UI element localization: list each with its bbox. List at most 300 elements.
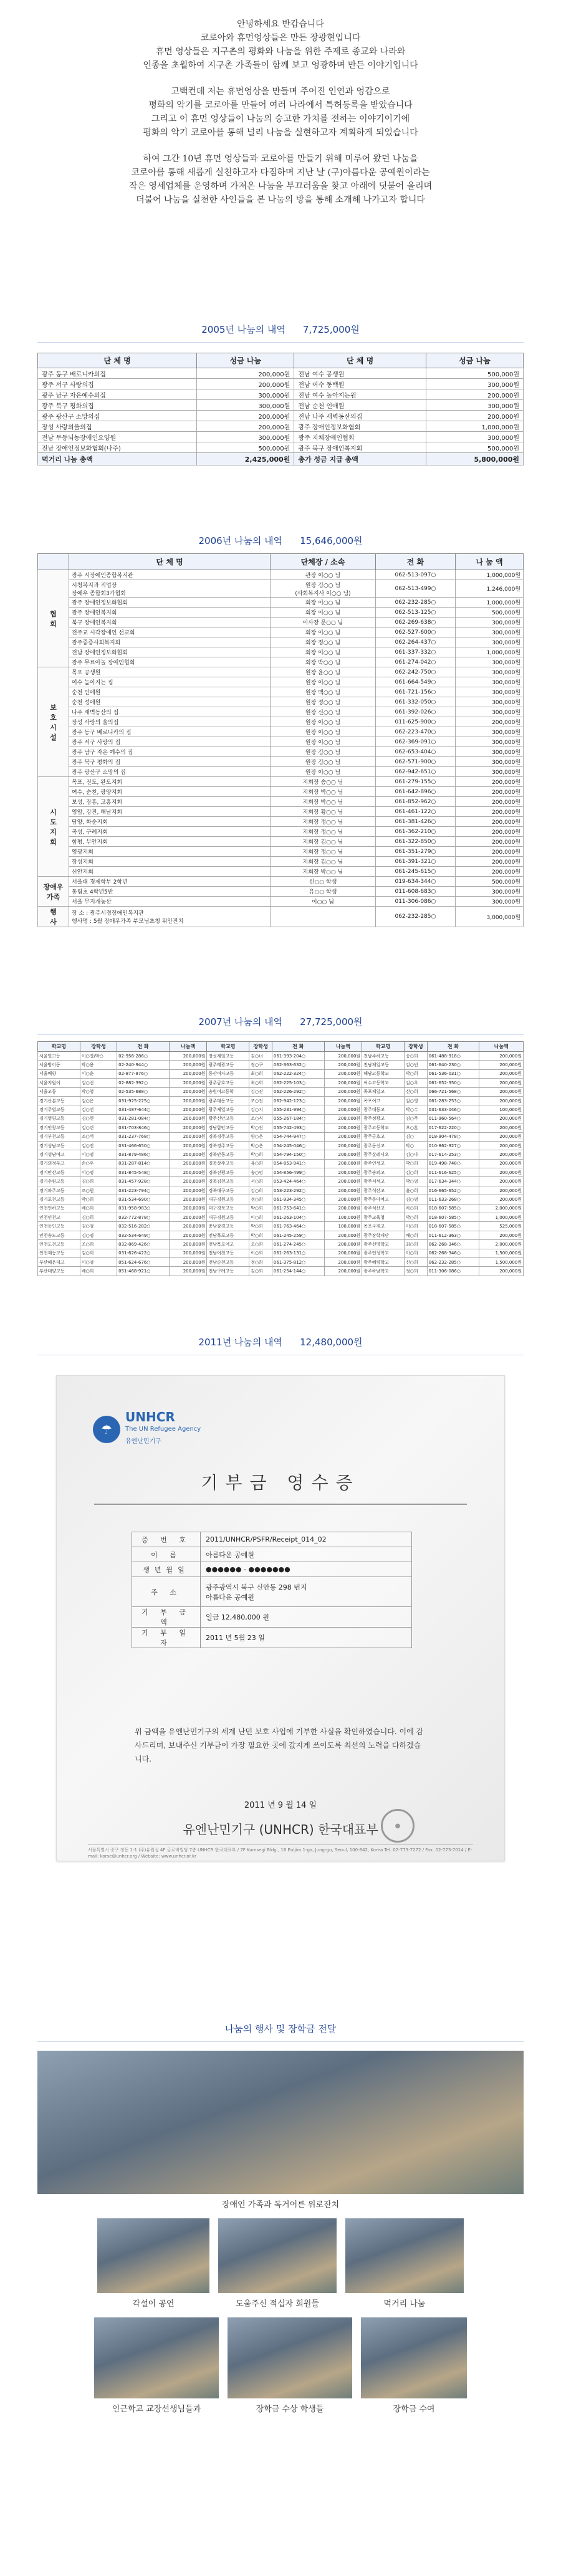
table-cell: 광주고등학교 [362,1123,405,1132]
table-cell: 광주 남구 자은 예수의 집 [69,747,271,757]
table-row [38,442,524,453]
table-cell: 전남목포여고 [207,1240,249,1249]
table-row [38,1249,524,1257]
table-cell: 경기인창고등 [38,1123,80,1132]
table-cell: 062-513-125○ [375,608,455,618]
table-cell: 김○빈 [405,1061,428,1069]
table-cell: 200,000원 [324,1195,362,1204]
section-2011-title [0,1335,561,1348]
event-photo-group-1 [0,2051,561,2210]
event-photo [228,2317,352,2398]
table-cell: 061-392-026○ [375,707,455,717]
table-cell: 부산해운대고 [38,1257,80,1266]
table-cell: 100,000원 [479,1105,524,1114]
table-cell: 200,000원 [324,1079,362,1087]
table-cell: 031-534-690○ [117,1195,170,1204]
table-cell: 회장 이○○ 님 [271,647,376,657]
table-cell: 200,000원 [197,368,294,379]
table-row [38,1141,524,1150]
table-cell: 200,000원 [456,857,524,867]
table-cell: 062-223-470○ [375,727,455,737]
table-cell: 061-721-156○ [375,687,455,697]
table-cell: 011-616-625○ [427,1168,479,1177]
table-cell: 전남여천고등 [207,1249,249,1257]
event-photo-item [228,2317,352,2414]
table-cell: 100,000원 [324,1213,362,1222]
table-cell: 031-281-084○ [117,1114,170,1123]
table-cell: 서울 무지개농산 [69,897,271,907]
table-row [38,907,524,927]
table-cell: 서울고등 [38,1087,80,1096]
table-cell: 200,000원 [169,1141,207,1150]
table-cell: 손○우 [80,1159,117,1168]
table-row [38,1240,524,1249]
table-cell: 061-279-155○ [375,777,455,787]
table-cell: 011-625-900○ [375,717,455,727]
table-cell: 019-634-344○ [375,877,455,887]
event-photo [218,2218,337,2293]
total-cell: 총가 성금 지급 총액 [294,453,426,465]
table-cell: 북구 장애인복지회 [69,618,271,627]
column-header: 전 화 [375,554,455,570]
table-cell: 경기의정부고 [38,1159,80,1168]
receipt-field-value: 아름다운 공예원 [201,1547,412,1562]
intro-line: 코로아와 휴먼엉상들은 만든 장광현입니다 [200,33,361,43]
table-cell: 회장 정○○ 님 [271,637,376,647]
table-cell: 광주 장애인정보화협회 [69,598,271,608]
table-cell: 정○희 [249,1195,272,1204]
table-cell: 011-612-363○ [427,1231,479,1239]
table-cell: 인천송도고등 [38,1231,80,1239]
table-cell: 011-633-268○ [427,1195,479,1204]
table-cell: 200,000원 [479,1195,524,1204]
table-cell: 광주동아여고 [362,1195,405,1204]
table-cell: 031-958-983○ [117,1204,170,1213]
table-cell: 경기산본고등 [38,1096,80,1105]
table-row [38,608,524,618]
table-cell: 031-487-644○ [117,1105,170,1114]
intro-paragraph-3 [37,152,524,207]
column-header: 단체장 / 소속 [271,554,376,570]
table-cell: 전남목포고등 [207,1231,249,1239]
table-cell: 200,000원 [456,797,524,807]
event-photo-item [94,2317,219,2414]
table-cell: 200,000원 [456,847,524,857]
table-cell: 061-322-850○ [375,837,455,847]
table-cell: 2,000,000원 [479,1240,524,1249]
table-cell: 1,246,000원 [456,580,524,598]
table-cell: 062-242-750○ [375,667,455,677]
table-cell: 경기안산고등 [38,1168,80,1177]
table-cell: 200,000원 [479,1231,524,1239]
table-cell [271,907,376,927]
section-2006 [0,534,561,927]
table-cell: 광주 동구 배로니카의집 [38,368,197,379]
table-row [38,797,524,807]
table-cell: 200,000원 [169,1105,207,1114]
table-cell: 062-363-632○ [272,1061,324,1069]
table-cell: 200,000원 [456,867,524,877]
table-cell: 박○희 [405,1069,428,1078]
table-cell: 031-287-814○ [117,1159,170,1168]
table-cell: 전남제일고등 [362,1061,405,1069]
table-cell: 이○○ 님 [271,897,376,907]
table-cell: 200,000원 [456,777,524,787]
table-cell: 부산대양고등 [38,1267,80,1276]
table-cell: 광주 북구 평화의집 [38,400,197,411]
table-cell: 061-274-245○ [272,1240,324,1249]
table-cell: 김○희 [249,1267,272,1276]
table-cell: 061-461-122○ [375,807,455,817]
table-cell: 02-877-876○ [117,1069,170,1078]
table-cell: 018-904-478○ [427,1132,479,1141]
table-cell: 200,000원 [324,1168,362,1177]
intro-line: 평화의 악기를 코로아를 만들어 여러 나라에서 특허등록을 받았습니다 [148,100,413,110]
table-cell: 061-375-812○ [272,1257,324,1266]
table-cell: 061-391-321○ [375,857,455,867]
table-cell: 조○원 [80,1186,117,1195]
table-cell: 200,000원 [324,1159,362,1168]
table-cell: 062-653-404○ [375,747,455,757]
table-cell: 300,000원 [456,697,524,707]
table-cell: 담양, 화순지회 [69,817,271,827]
table-row [38,1132,524,1141]
table-cell: 경북대구고등 [207,1186,249,1195]
table-cell: 경기포천고등 [38,1195,80,1204]
table-cell: 전남주하고등 [362,1052,405,1061]
table-cell: 200,000원 [456,817,524,827]
table-cell: 최○희 [249,1069,272,1078]
table-cell: 장성 사랑의울의집 [38,421,197,432]
table-cell: 200,000원 [479,1141,524,1150]
table-row [38,421,524,432]
table-cell: 나주 새벽동산의 집 [69,707,271,717]
table-row [38,637,524,647]
table-row [38,687,524,697]
event-photo [37,2051,524,2194]
table-cell: 김○선 [80,1105,117,1114]
table-cell: 200,000원 [169,1096,207,1105]
table-cell: 여수고등학교 [362,1079,405,1087]
table-row [38,1231,524,1239]
receipt-field-label: 기 부 일 자 [132,1628,201,1648]
category-cell: 보 호 시 설 [38,667,69,777]
section-title-text: 2011년 나눔의 내역 [198,1337,283,1348]
table-cell: 200,000원 [169,1087,207,1096]
table-cell: 200,000원 [324,1257,362,1266]
table-cell: 광주석산고 [362,1204,405,1213]
receipt-field-value: 2011 년 5월 23 일 [201,1628,412,1648]
table-cell: 200,000원 [324,1096,362,1105]
table-cell: 김○희 [249,1186,272,1195]
table-cell: 02-956-286○ [117,1052,170,1061]
table-cell: 200,000원 [324,1204,362,1213]
photo-caption: 장애인 가족과 독거어른 위로잔치 [221,2200,340,2210]
intro-line: 하여 그간 10년 휴먼 엉상들과 코로아를 만들기 위해 미루어 왔던 나눔을 [143,154,418,164]
table-cell: 인천인천고 [38,1213,80,1222]
table-cell: 200,000원 [169,1213,207,1222]
table-cell: 062-369-091○ [375,737,455,747]
table-cell: 200,000원 [169,1222,207,1231]
table-cell: 300,000원 [456,627,524,637]
table-cell: 054-744-947○ [272,1132,324,1141]
table-cell: 031-845-548○ [117,1168,170,1177]
table-cell: 2,000,000원 [479,1204,524,1213]
column-header: 단 체 명 [294,353,426,368]
table-cell: 300,000원 [456,897,524,907]
table-cell: 광주 동구 베로니카의 집 [69,727,271,737]
table-cell: 500,000원 [426,442,523,453]
table-cell: 02-535-688○ [117,1087,170,1096]
table-cell: 061-332-050○ [375,697,455,707]
table-cell: 함평, 무안지회 [69,837,271,847]
table-cell: 200,000원 [169,1231,207,1239]
table-cell: 신○희 [405,1087,428,1096]
table-cell: 대구경원고등 [207,1213,249,1222]
donation-receipt-image [56,1375,505,1861]
table-cell: 200,000원 [324,1052,362,1061]
table-cell: 200,000원 [426,389,523,400]
table-cell: 경기성남여고 [38,1150,80,1159]
column-header: 단 체 명 [69,554,271,570]
section-title-text: 2005년 나눔의 내역 [201,324,285,335]
table-row [38,1168,524,1177]
table-cell: 동산여자고등 [207,1069,249,1078]
table-row [38,1087,524,1096]
table-cell: 목포여고 [362,1096,405,1105]
category-cell: 협 회 [38,570,69,667]
table-cell: 200,000원 [479,1150,524,1159]
intro-paragraph-1 [37,17,524,72]
table-cell: 062-232-285○ [375,598,455,608]
table-cell: 광주 광산구 소망의 집 [69,767,271,777]
table-cell: 200,000원 [169,1069,207,1078]
table-cell: 300,000원 [197,432,294,442]
table-cell: 300,000원 [197,400,294,411]
table-cell: 062-232-285○ [375,907,455,927]
table-row [38,1105,524,1114]
table-cell: 순천 성애원 [69,697,271,707]
table-row [38,707,524,717]
table-cell: 061-934-345○ [272,1195,324,1204]
column-header-blank [38,554,69,570]
table-cell: 영암, 강진, 해남지회 [69,807,271,817]
table-cell: 300,000원 [456,767,524,777]
table-cell: 1,500,000원 [479,1249,524,1257]
table-cell: 011-960-564○ [427,1114,479,1123]
table-cell: 인천인하고등 [38,1204,80,1213]
table-cell: 정○희 [405,1267,428,1276]
table-cell: 1,000,000원 [456,598,524,608]
table-cell: 200,000원 [479,1132,524,1141]
table-cell: 200,000원 [426,411,523,421]
table-cell: 200,000원 [479,1061,524,1069]
column-header: 성금 나눔 [426,353,523,368]
table-cell: 유○희 [249,1159,272,1168]
event-photo [345,2218,464,2293]
table-cell: 장성제일고등 [207,1052,249,1061]
table-cell: 062-226-292○ [272,1087,324,1096]
table-cell: 원장 이○○ 님 [271,677,376,687]
column-header: 전 화 [427,1042,479,1052]
table-row [38,757,524,767]
table-cell: 054-794-150○ [272,1150,324,1159]
table-cell: 053-223-292○ [272,1186,324,1195]
table-cell: 017-622-220○ [427,1123,479,1132]
table-cell: 200,000원 [169,1204,207,1213]
table-cell: 박○용 [80,1061,117,1069]
table-cell: 이○엉 [80,1257,117,1266]
table-cell: 200,000원 [456,787,524,797]
table-cell: 광주 북구 장애인복지회 [294,442,426,453]
table-cell: 300,000원 [426,432,523,442]
section-amount: 27,725,000원 [300,1016,363,1028]
table-cell: 200,000원 [479,1168,524,1177]
event-photo-item [97,2218,209,2309]
receipt-footer: 서울특별시 중구 정동 1-1 (주)유원설 4F 글로비빌딩 7층 UNHCR 한국대표부 / 7F Kumsegi Bldg., 16 Euljiro 1-ga, Jung-gu, Seoul, 100-842, Korea Tel. 02-773-7272 / Fax. 02-773-7014 / E-mail: korse@unhcr.org / Website: www.unhcr.or.kr [88,1848,472,1859]
receipt-footer-divider [88,1844,473,1845]
table-cell: 061-664-549○ [375,677,455,687]
table-cell: 인천동인고등 [38,1222,80,1231]
table-cell: 대구경원고등 [207,1195,249,1204]
table-cell: 최○희 [405,1240,428,1249]
intro-line: 안녕하세요 반갑습니다 [237,19,324,29]
table-cell: 지회장 송○○ 님 [271,777,376,787]
table-cell: 김○영 [405,1096,428,1105]
table-cell: 경북안동고등 [207,1150,249,1159]
table-cell: 광주선명학교 [362,1240,405,1249]
intro-line: 그리고 이 휴먼 엉상들이 나눔의 숭고한 가치를 전하는 이야기이기에 [151,114,410,124]
table-cell: 목포국제고 [362,1222,405,1231]
receipt-field-value: ●●●●●● - ●●●●●●● [201,1562,412,1577]
table-cell: 경북경주고등 [207,1141,249,1150]
table-row [38,1222,524,1231]
table-cell: 061-488-918○ [427,1052,479,1061]
table-row [38,1195,524,1204]
table-cell: 016-665-652○ [427,1186,479,1195]
table-cell: 200,000원 [169,1061,207,1069]
table-cell: 200,000원 [479,1123,524,1132]
table-cell: 이○희 [249,1249,272,1257]
table-cell: 김○진 [249,1087,272,1096]
table-cell: 031-879-486○ [117,1150,170,1159]
table-row [38,657,524,667]
table-cell: 이○희 [405,1249,428,1257]
table-cell: 이○영/박○ [80,1052,117,1061]
table-cell: 200,000원 [456,827,524,837]
table-cell: 서울대 경제학부 2학년 [69,877,271,887]
table-cell: 200,000원 [324,1061,362,1069]
table-cell: 200,000원 [324,1177,362,1186]
table-cell: 김○엉 [80,1231,117,1239]
section-divider [37,2041,524,2042]
table-cell: 031-466-650○ [117,1141,170,1150]
table-cell: 010-862-927○ [427,1141,479,1150]
receipt-issuer: 유엔난민기구 (UNHCR) 한국대표부 [183,1822,378,1837]
table-cell: 200,000원 [169,1249,207,1257]
table-cell: 011-306-086○ [427,1267,479,1276]
table-2007 [37,1041,524,1276]
table-cell: 200,000원 [479,1096,524,1105]
table-row [38,767,524,777]
table-cell: 김○현 [80,1114,117,1123]
table-cell: 경기부천고등 [38,1132,80,1141]
table-cell: 061-753-641○ [272,1204,324,1213]
receipt-title-divider [94,1504,467,1505]
table-cell: 031-925-225○ [117,1096,170,1105]
table-row [38,400,524,411]
table-cell: 목포, 진도, 완도지회 [69,777,271,787]
table-cell: 원장 윤○○ 님 [271,667,376,677]
section-2005-title [0,323,561,336]
table-cell: 200,000원 [324,1114,362,1123]
table-cell: 300,000원 [456,618,524,627]
table-cell: 200,000원 [169,1195,207,1204]
table-row [38,618,524,627]
photo-caption: 장학금 수상 학생들 [256,2405,324,2414]
receipt-row [132,1547,412,1562]
table-cell: 박○희 [249,1204,272,1213]
table-cell: 광주인성학교 [362,1249,405,1257]
official-seal-icon: ● [381,1809,415,1843]
table-cell: 시청복지과 직업장 장애우 종합회3가협회 [69,580,271,598]
unhcr-brand [125,1411,201,1448]
table-cell: 신안지회 [69,867,271,877]
table-cell: 광주대동고등 [207,1096,249,1105]
table-cell: 200,000원 [456,837,524,847]
table-cell: 경기파주고등 [38,1186,80,1195]
table-cell: 경기성남고등 [38,1141,80,1150]
table-cell: 062-268-346○ [427,1240,479,1249]
table-cell: 회장 이○○ 님 [271,608,376,618]
table-cell: 광주중증사회복지회 [69,637,271,647]
table-cell: 200,000원 [169,1132,207,1141]
total-cell: 5,800,000원 [426,453,523,465]
table-cell: 200,000원 [324,1123,362,1132]
table-cell: 이사장 문○○ 님 [271,618,376,627]
photo-caption: 먹거리 나눔 [383,2299,426,2309]
table-cell: 윤○희 [405,1186,428,1195]
table-cell: 032-869-426○ [117,1240,170,1249]
table-cell: 해남고등학교 [362,1069,405,1078]
column-header: 나 눔 액 [456,554,524,570]
table-cell: 김○희 [405,1168,428,1177]
events-title: 나눔의 행사 및 장학금 전달 [224,2023,337,2035]
table-cell: 김○주 [405,1114,428,1123]
table-cell: 300,000원 [197,389,294,400]
table-cell: 광주 무료아놀 장애인협회 [69,657,271,667]
receipt-field-label: 기 부 금 액 [132,1607,201,1628]
table-cell: 200,000원 [169,1159,207,1168]
table-cell: 박○진 [249,1123,272,1132]
table-cell: 300,000원 [456,667,524,677]
table-cell: 광주혜림학교 [362,1257,405,1266]
intro-line: 인종을 초월하여 지구촌 가족들이 함께 보고 엉광하며 만든 이야기입니다 [143,60,418,70]
table-cell: 031-237-768○ [117,1132,170,1141]
table-cell: 회장 박○○ 님 [271,657,376,667]
table-cell: 019-498-748○ [427,1159,479,1168]
photo-caption: 장학금 수여 [393,2405,435,2414]
table-cell: 경기주엽고등 [38,1105,80,1114]
table-cell: 전남구례고등 [207,1267,249,1276]
table-cell: 031-633-046○ [427,1105,479,1114]
table-cell: 200,000원 [169,1114,207,1123]
section-2007 [0,1015,561,1276]
table-cell: 062-264-437○ [375,637,455,647]
table-cell: 061-852-962○ [375,797,455,807]
table-cell: 서울방이동 [38,1061,80,1069]
table-cell: 곡성, 구례지회 [69,827,271,837]
